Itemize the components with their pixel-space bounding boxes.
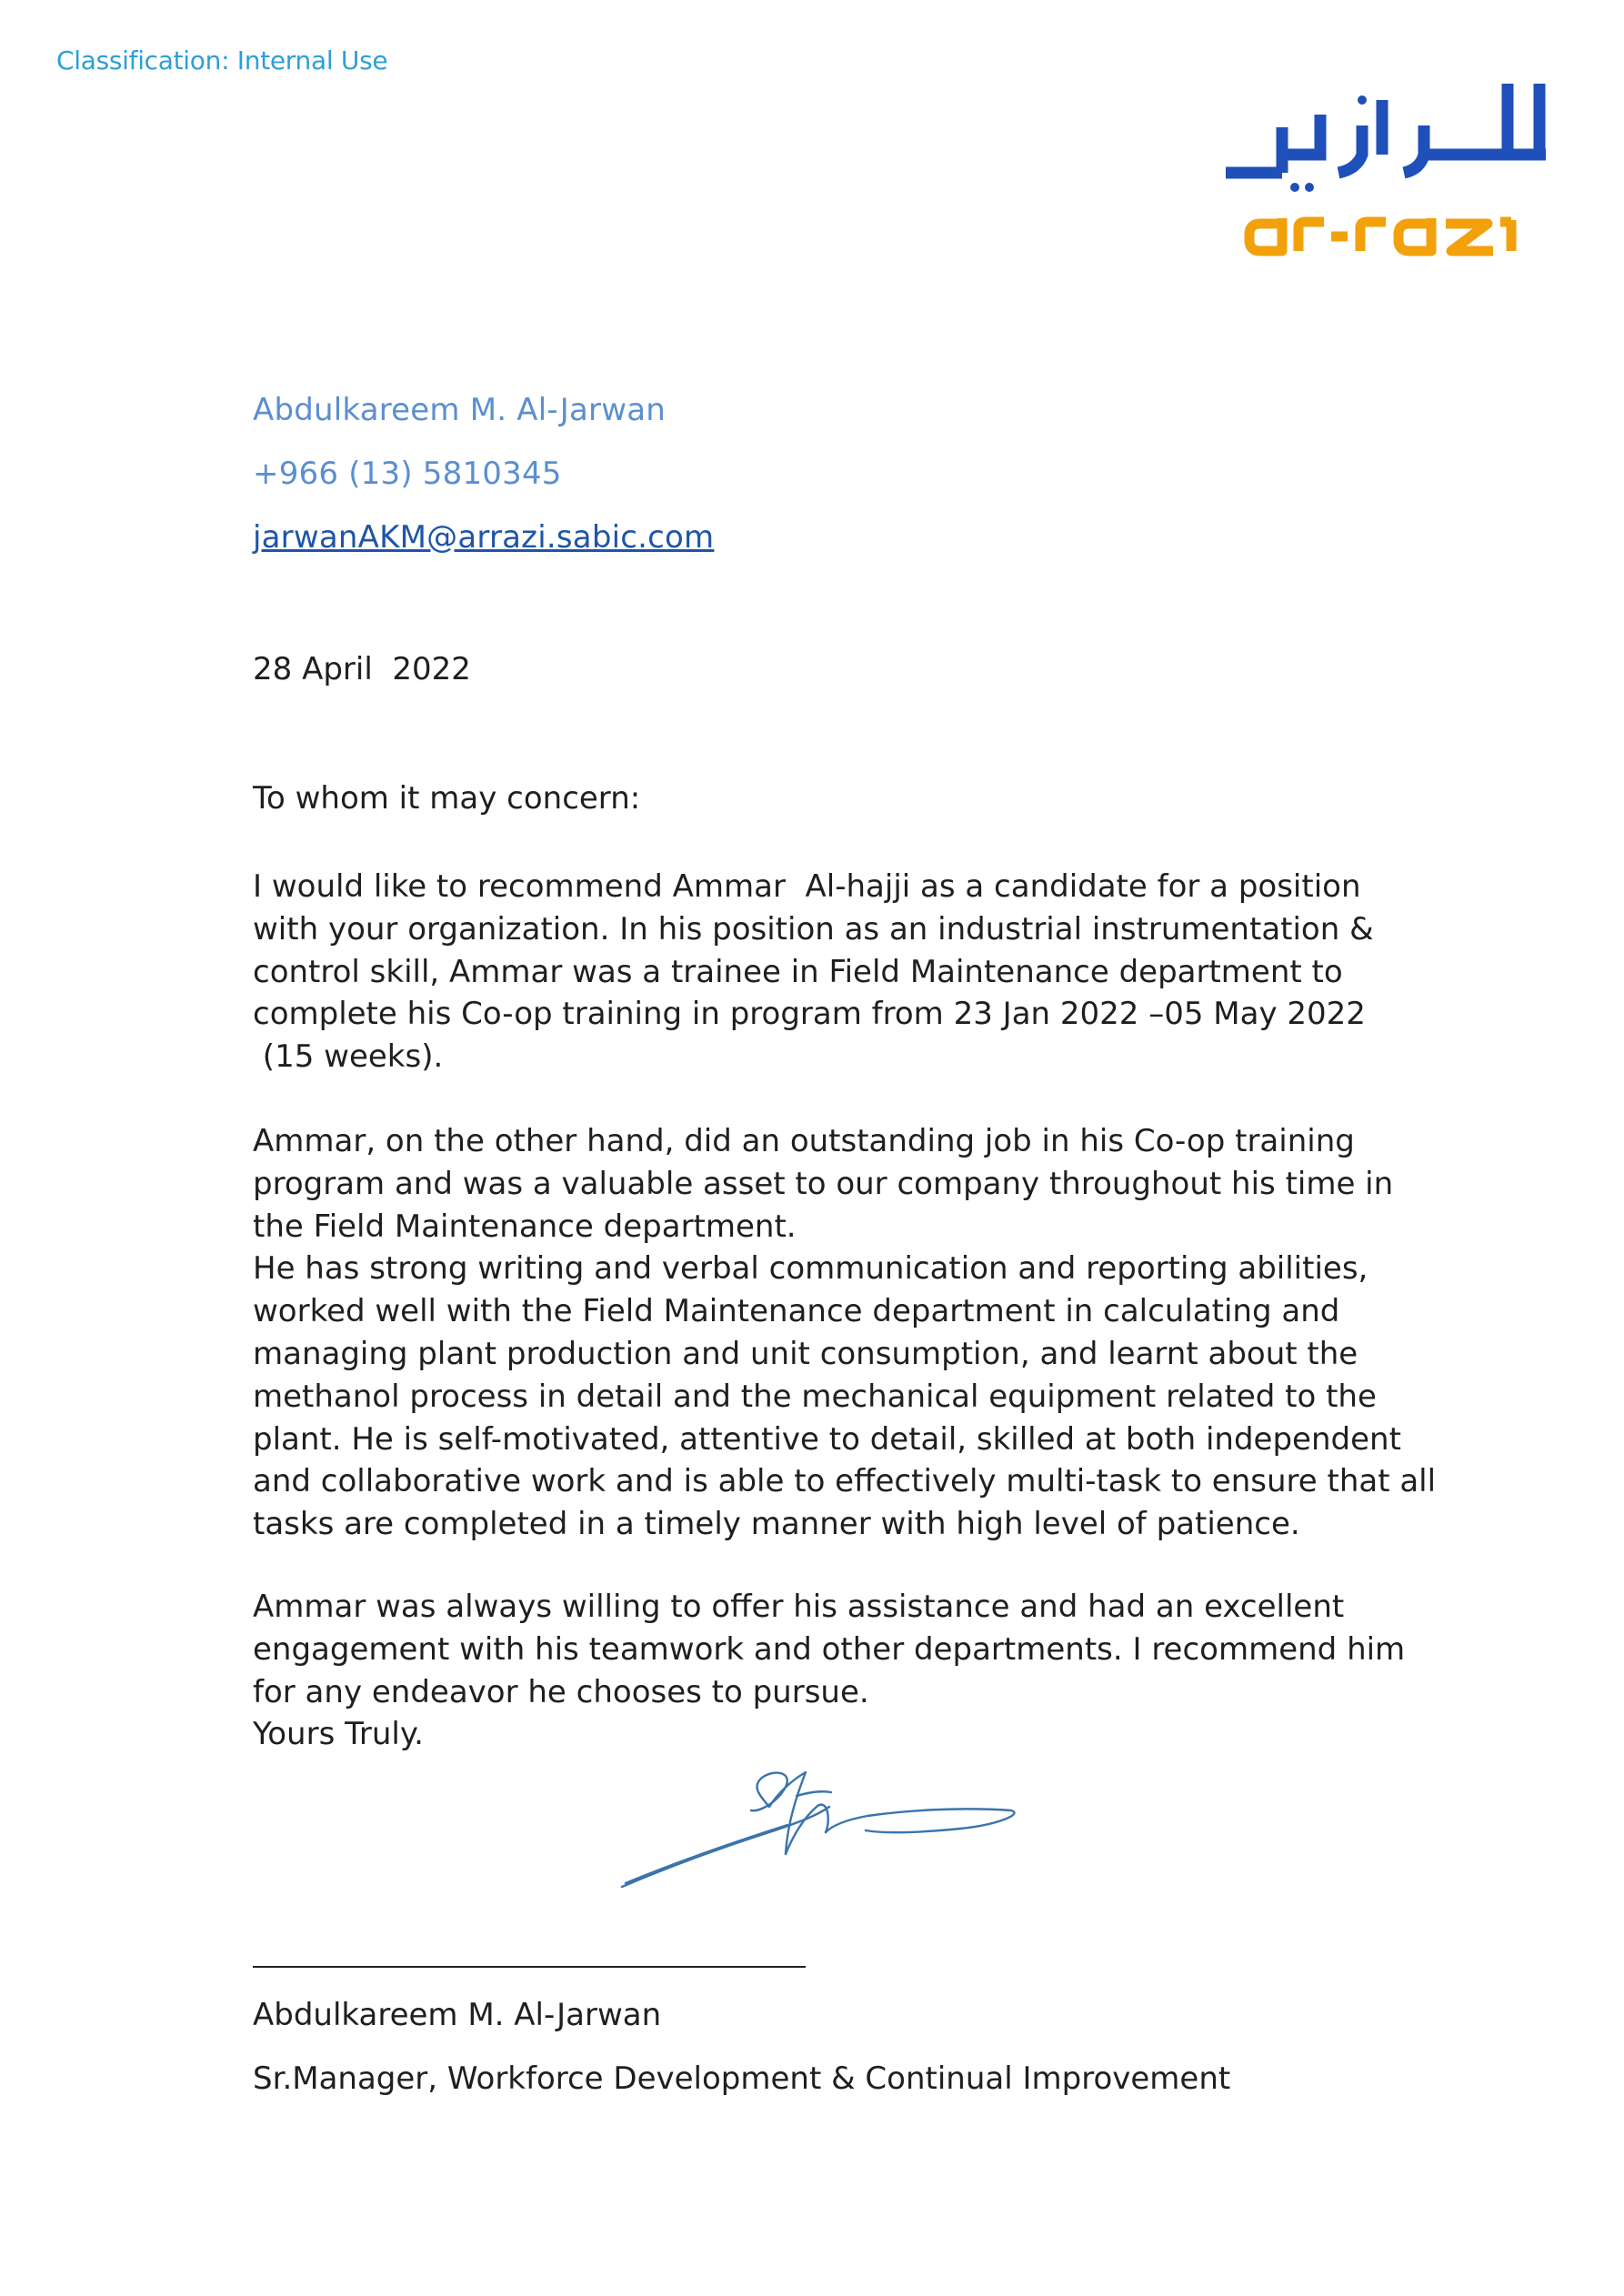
- sender-block: [253, 391, 714, 582]
- signatory-title: Sr.Manager, Workforce Development & Continual Improvement: [253, 2060, 1231, 2097]
- paragraph-line: tasks are completed in a timely manner with high level of patience.: [253, 1506, 1300, 1543]
- paragraph-recommendation: [253, 866, 1435, 1078]
- paragraph-line: methanol process in detail and the mechanical equipment related to the: [253, 1378, 1377, 1415]
- letter-date: 28 April 2022: [253, 651, 471, 687]
- paragraph-line: complete his Co-op training in program from 23 Jan 2022 –05 May 2022: [253, 996, 1366, 1033]
- logo-latin-wordmark: [1249, 218, 1511, 251]
- paragraph-line: (15 weeks).: [253, 1038, 444, 1076]
- paragraph-line: He has strong writing and verbal communication and reporting abilities,: [253, 1250, 1368, 1288]
- paragraph-line: control skill, Ammar was a trainee in Field Maintenance department to: [253, 953, 1343, 990]
- paragraph-line: I would like to recommend Ammar Al-hajji as a candidate for a position: [253, 868, 1361, 905]
- paragraph-line: and collaborative work and is able to effectively multi-task to ensure that all: [253, 1463, 1437, 1500]
- classification-label: Classification: Internal Use: [56, 45, 388, 75]
- paragraph-closing: [253, 1586, 1435, 1756]
- complimentary-close: Yours Truly.: [253, 1716, 424, 1753]
- paragraph-line: program and was a valuable asset to our company throughout his time in: [253, 1165, 1394, 1202]
- sender-phone: +966 (13) 5810345: [253, 456, 562, 492]
- sender-email-link[interactable]: jarwanAKM@arrazi.sabic.com: [253, 519, 715, 556]
- paragraph-line: plant. He is self-motivated, attentive to detail, skilled at both independent: [253, 1420, 1401, 1458]
- paragraph-line: Ammar was always willing to offer his assistance and had an excellent: [253, 1589, 1345, 1625]
- paragraph-line: Ammar, on the other hand, did an outstanding job in his Co-op training: [253, 1123, 1355, 1159]
- paragraph-performance: [253, 1120, 1435, 1546]
- paragraph-line: engagement with his teamwork and other departments. I recommend him: [253, 1630, 1406, 1668]
- logo-arabic-wordmark: [1226, 84, 1546, 192]
- paragraph-line: worked well with the Field Maintenance department in calculating and: [253, 1293, 1340, 1330]
- handwritten-signature: [615, 1760, 1024, 1905]
- ar-razi-logo: [1218, 71, 1564, 266]
- paragraph-line: the Field Maintenance department.: [253, 1208, 797, 1245]
- signatory-name: Abdulkareem M. Al-Jarwan: [253, 1997, 662, 2033]
- salutation: To whom it may concern:: [253, 780, 641, 817]
- paragraph-line: managing plant production and unit consumption, and learnt about the: [253, 1335, 1358, 1372]
- paragraph-line: for any endeavor he chooses to pursue.: [253, 1673, 869, 1710]
- signature-line: [253, 1966, 806, 1968]
- paragraph-line: with your organization. In his position as an industrial instrumentation &: [253, 910, 1374, 947]
- sender-name: Abdulkareem M. Al-Jarwan: [253, 392, 666, 428]
